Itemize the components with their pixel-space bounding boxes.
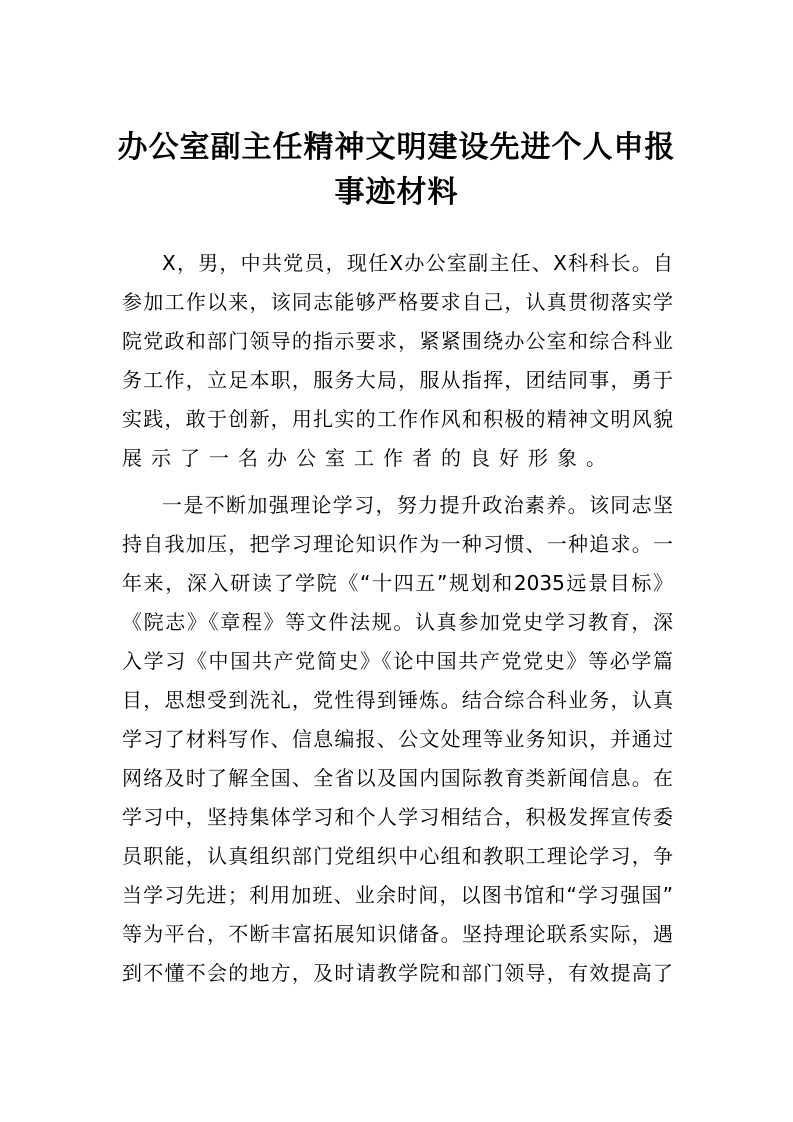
text-line: 年来，深入研读了学院《“十四五”规划和2035远景目标》 (122, 571, 673, 595)
paragraph-intro (122, 244, 673, 478)
text-line: 员职能，认真组织部门党组织中心组和教职工理论学习，争 (122, 844, 673, 868)
text-line: 一是不断加强理论学习，努力提升政治素养。该同志坚 (162, 493, 673, 517)
text-line: 持自我加压，把学习理论知识作为一种习惯、一种追求。一 (122, 532, 673, 556)
text-line: 务工作，立足本职，服务大局，服从指挥，团结同事，勇于 (122, 368, 673, 392)
text-line: 网络及时了解全国、全省以及国内国际教育类新闻信息。在 (122, 766, 673, 790)
text-line: X，男，中共党员，现任X办公室副主任、X科科长。自 (162, 251, 673, 275)
text-line: 实践，敢于创新，用扎实的工作作风和积极的精神文明风貌 (122, 407, 673, 431)
text-line: 等为平台，不断丰富拓展知识储备。坚持理论联系实际，遇 (122, 922, 673, 946)
text-line: 目，思想受到洗礼，党性得到锤炼。结合综合科业务，认真 (122, 688, 673, 712)
text-line: 学习中，坚持集体学习和个人学习相结合，积极发挥宣传委 (122, 805, 673, 829)
text-line: 入学习《中国共产党简史》《论中国共产党党史》等必学篇 (122, 649, 673, 673)
text-line: 展示了一名办公室工作者的良好形象。 (122, 446, 615, 470)
document-title-line-2: 事迹材料 (334, 175, 459, 210)
text-line: 院党政和部门领导的指示要求，紧紧围绕办公室和综合科业 (122, 329, 673, 353)
text-line: 学习了材料写作、信息编报、公文处理等业务知识，并通过 (122, 727, 673, 751)
text-line: 参加工作以来，该同志能够严格要求自己，认真贯彻落实学 (122, 290, 673, 314)
document-title-line-1: 办公室副主任精神文明建设先进个人申报 (117, 130, 676, 165)
text-line: 《院志》《章程》等文件法规。认真参加党史学习教育，深 (122, 610, 673, 634)
paragraph-study (122, 486, 673, 993)
text-line: 到不懂不会的地方，及时请教学院和部门领导，有效提高了 (122, 961, 673, 985)
text-line: 当学习先进；利用加班、业余时间，以图书馆和“学习强国” (122, 883, 673, 907)
